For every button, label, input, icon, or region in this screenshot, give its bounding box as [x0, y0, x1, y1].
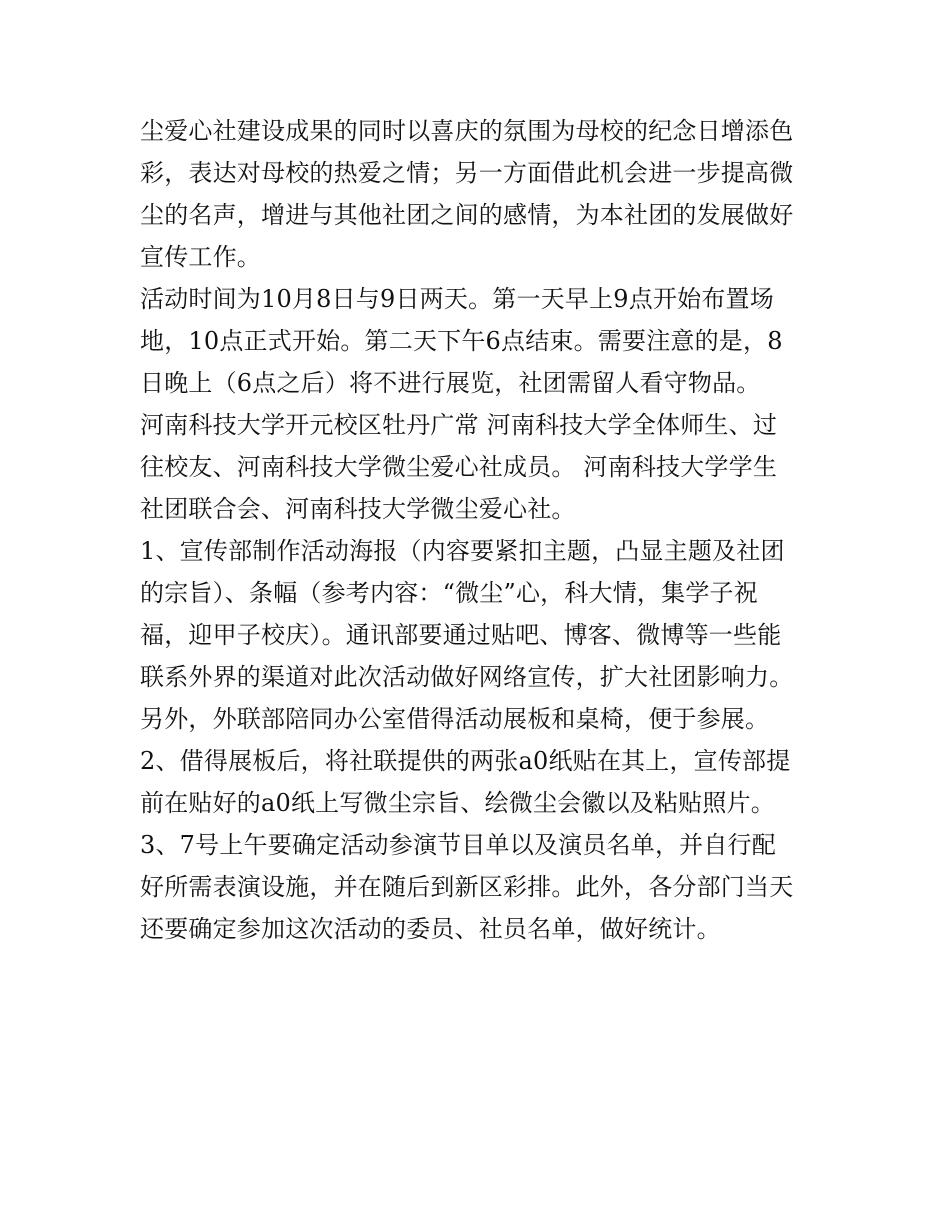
- text-line-13: 福，迎甲子校庆）。通讯部要通过贴吧、博客、微博等一些能: [140, 621, 782, 649]
- text-line-11: 1、宣传部制作活动海报（内容要紧扣主题，凸显主题及社团: [140, 537, 785, 565]
- text-line-7: 日晚上（6点之后）将不进行展览，社团需留人看守物品。: [140, 369, 761, 397]
- text-line-4: 宣传工作。: [140, 243, 261, 271]
- text-line-18: 3、7号上午要确定活动参演节目单以及演员名单，并自行配: [140, 831, 776, 859]
- text-line-10: 社团联合会、河南科技大学微尘爱心社。: [140, 495, 576, 523]
- text-line-16: 2、借得展板后，将社联提供的两张a0纸贴在其上，宣传部提: [140, 747, 791, 775]
- text-line-12: 的宗旨）、条幅（参考内容：“微尘”心，科大情，集学子祝: [140, 579, 758, 607]
- text-line-6: 地，10点正式开始。第二天下午6点结束。需要注意的是，8: [140, 327, 783, 355]
- text-line-14: 联系外界的渠道对此次活动做好网络宣传，扩大社团影响力。: [140, 663, 794, 691]
- text-line-15: 另外，外联部陪同办公室借得活动展板和桌椅，便于参展。: [140, 705, 770, 733]
- text-line-8: 河南科技大学开元校区牡丹广常 河南科技大学全体师生、过: [140, 411, 778, 439]
- text-line-9: 往校友、河南科技大学微尘爱心社成员。 河南科技大学学生: [140, 453, 778, 481]
- document-body: [140, 110, 830, 950]
- text-line-20: 还要确定参加这次活动的委员、社员名单，做好统计。: [140, 915, 721, 943]
- text-line-3: 尘的名声，增进与其他社团之间的感情，为本社团的发展做好: [140, 201, 794, 229]
- text-line-5: 活动时间为10月8日与9日两天。第一天早上9点开始布置场: [140, 285, 774, 313]
- text-line-17: 前在贴好的a0纸上写微尘宗旨、绘微尘会徽以及粘贴照片。: [140, 789, 775, 817]
- text-line-19: 好所需表演设施，并在随后到新区彩排。此外，各分部门当天: [140, 873, 794, 901]
- text-line-2: 彩，表达对母校的热爱之情；另一方面借此机会进一步提高微: [140, 159, 794, 187]
- text-line-1: 尘爱心社建设成果的同时以喜庆的氛围为母校的纪念日增添色: [140, 117, 794, 145]
